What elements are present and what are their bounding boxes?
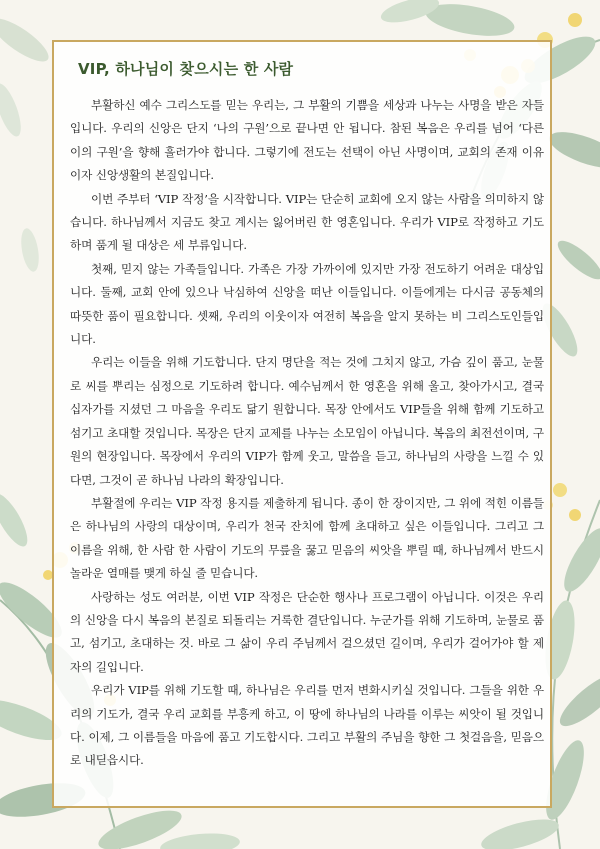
document-body: [70, 94, 544, 773]
paragraph: 부활하신 예수 그리스도를 믿는 우리는, 그 부활의 기쁨을 세상과 나누는 사명을 받은 자들입니다. 우리의 신앙은 단지 ‘나의 구원’으로 끝나면 안 됩니다. 참된 복음은 우리를 넘어 ‘다른 이의 구원’을 향해 흘러가야 합니다. 그렇기에 전도는 선택이 아닌 사명이며, 교회의 존재 이유이자 신앙생활의 본질입니다.: [70, 98, 544, 183]
document-title: VIP, 하나님이 찾으시는 한 사람: [78, 60, 294, 78]
paragraph: 사랑하는 성도 여러분, 이번 VIP 작정은 단순한 행사나 프로그램이 아닙니다. 이것은 우리의 신앙을 다시 복음의 본질로 되돌리는 거룩한 결단입니다. 누군가를 위해 기도하며, 눈물로 품고, 섬기고, 초대하는 것. 바로 그 삶이 우리 주님께서 걸으셨던 길이며, 우리가 걸어가야 할 제자의 길입니다.: [70, 589, 544, 674]
top-left-foliage: [0, 11, 54, 273]
paragraph: 우리는 이들을 위해 기도합니다. 단지 명단을 적는 것에 그치지 않고, 가슴 깊이 품고, 눈물로 씨를 뿌리는 심정으로 기도하려 합니다. 예수님께서 한 영혼을 위해 울고, 찾아가시고, 결국 십자가를 지셨던 그 마음을 우리도 닮기 원합니다. 목장 안에서도 VIP들을 위해 함께 기도하고 섬기고 초대할 것입니다. 목장은 단지 교제를 나누는 소모임이 아닙니다. 복음의 최전선이며, 구원의 현장입니다. 목장에서 우리의 VIP가 함께 웃고, 말씀을 듣고, 하나님의 사랑을 느낄 수 있다면, 그것이 곧 하나님 나라의 확장입니다.: [70, 355, 544, 487]
paragraph: 이번 주부터 ‘VIP 작정’을 시작합니다. VIP는 단순히 교회에 오지 않는 사람을 의미하지 않습니다. 하나님께서 지금도 찾고 계시는 잃어버린 한 영혼입니다. 우리가 VIP로 작정하고 기도하며 품게 될 대상은 세 부류입니다.: [70, 191, 544, 253]
paragraph: 첫째, 믿지 않는 가족들입니다. 가족은 가장 가까이에 있지만 가장 전도하기 어려운 대상입니다. 둘째, 교회 안에 있으나 낙심하여 신앙을 떠난 이들입니다. 이들에게는 다시금 공동체의 따뜻한 품이 필요합니다. 셋째, 우리의 이웃이자 여전히 복음을 알지 못하는 비 그리스도인들입니다.: [70, 261, 544, 347]
paragraph: 부활절에 우리는 VIP 작정 용지를 제출하게 됩니다. 종이 한 장이지만, 그 위에 적힌 이름들은 하나님의 사랑의 대상이며, 우리가 천국 잔치에 함께 초대하고 싶은 이들입니다. 그리고 그 이름을 위해, 한 사람 한 사람이 기도의 무릎을 꿇고 믿음의 씨앗을 뿌릴 때, 하나님께서 반드시 놀라운 열매를 맺게 하실 줄 믿습니다.: [70, 495, 544, 581]
paragraph: 우리가 VIP를 위해 기도할 때, 하나님은 우리를 먼저 변화시키실 것입니다. 그들을 위한 우리의 기도가, 결국 우리 교회를 부흥케 하고, 이 땅에 하나님의 나라를 이루는 씨앗이 될 것입니다. 이제, 그 이름들을 마음에 품고 기도합시다. 그리고 부활의 주님을 향한 그 첫걸음을, 믿음으로 내딛읍시다.: [70, 683, 544, 768]
